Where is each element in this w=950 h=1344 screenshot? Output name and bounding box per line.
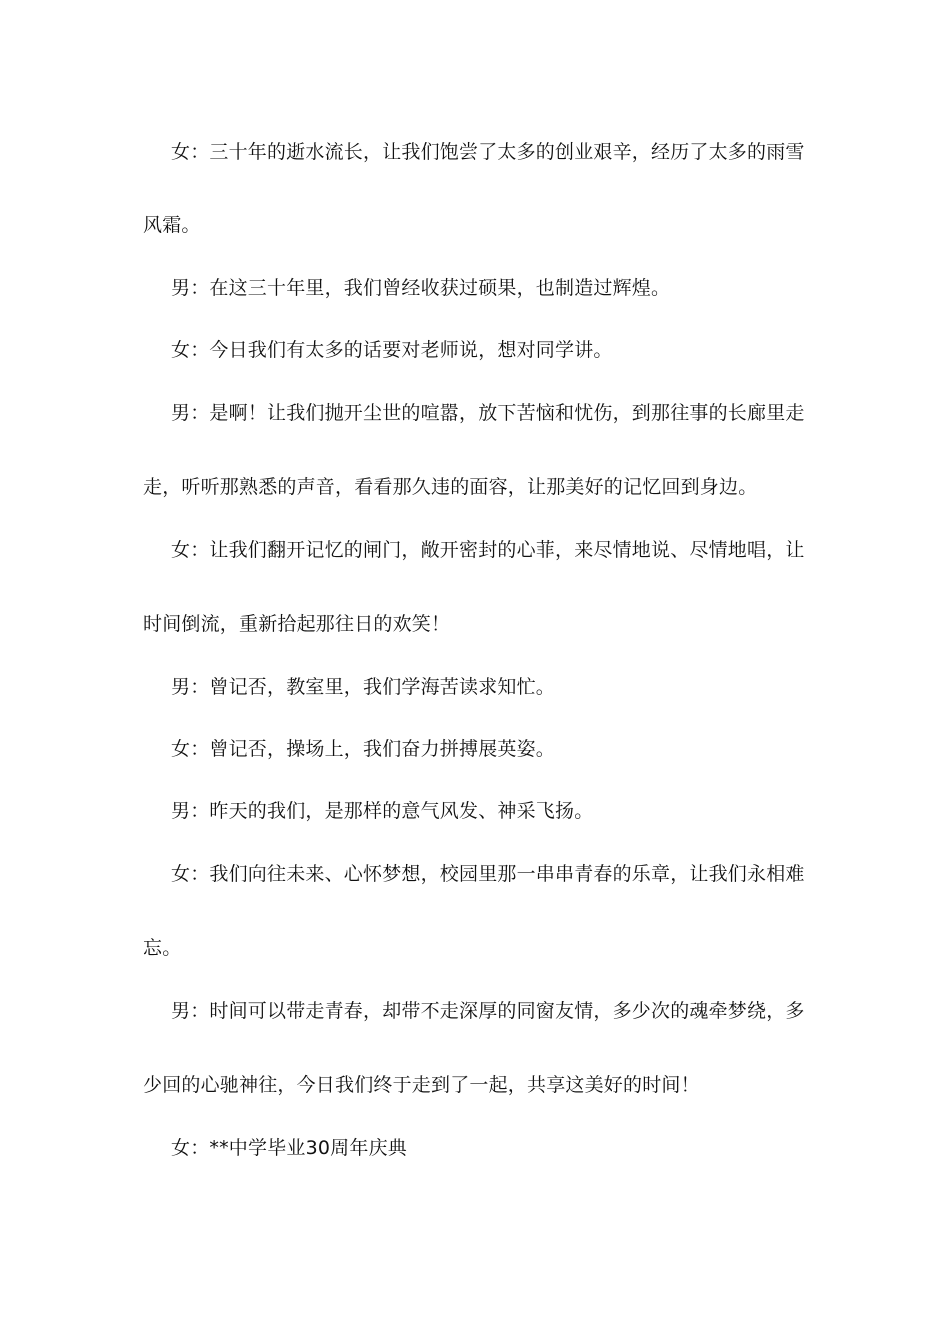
dialogue-line: 忘。 (143, 937, 182, 959)
dialogue-line: 男：昨天的我们，是那样的意气风发、神采飞扬。 (171, 800, 594, 822)
dialogue-line: 时间倒流，重新拾起那往日的欢笑！ (143, 613, 451, 635)
dialogue-line: 男：是啊！让我们抛开尘世的喧嚣，放下苦恼和忧伤，到那往事的长廊里走 (171, 402, 805, 424)
dialogue-line: 风霜。 (143, 214, 201, 236)
dialogue-line: 少回的心驰神往，今日我们终于走到了一起，共享这美好的时间！ (143, 1074, 700, 1096)
dialogue-line: 男：曾记否，教室里，我们学海苦读求知忙。 (171, 676, 556, 698)
dialogue-line: 女：让我们翻开记忆的闸门，敞开密封的心菲，来尽情地说、尽情地唱，让 (171, 539, 805, 561)
dialogue-line: 女：我们向往未来、心怀梦想，校园里那一串串青春的乐章，让我们永相难 (171, 863, 805, 885)
dialogue-line: 女：三十年的逝水流长，让我们饱尝了太多的创业艰辛，经历了太多的雨雪 (171, 141, 805, 163)
dialogue-line: 男：在这三十年里，我们曾经收获过硕果，也制造过辉煌。 (171, 277, 671, 299)
dialogue-line: 男：时间可以带走青春，却带不走深厚的同窗友情，多少次的魂牵梦绕，多 (171, 1000, 805, 1022)
dialogue-line: 女：今日我们有太多的话要对老师说，想对同学讲。 (171, 339, 613, 361)
dialogue-line: 女：曾记否，操场上，我们奋力拼搏展英姿。 (171, 738, 556, 760)
dialogue-line: 走，听听那熟悉的声音，看看那久违的面容，让那美好的记忆回到身边。 (143, 476, 758, 498)
dialogue-line: 女：**中学毕业30周年庆典 (171, 1137, 407, 1159)
